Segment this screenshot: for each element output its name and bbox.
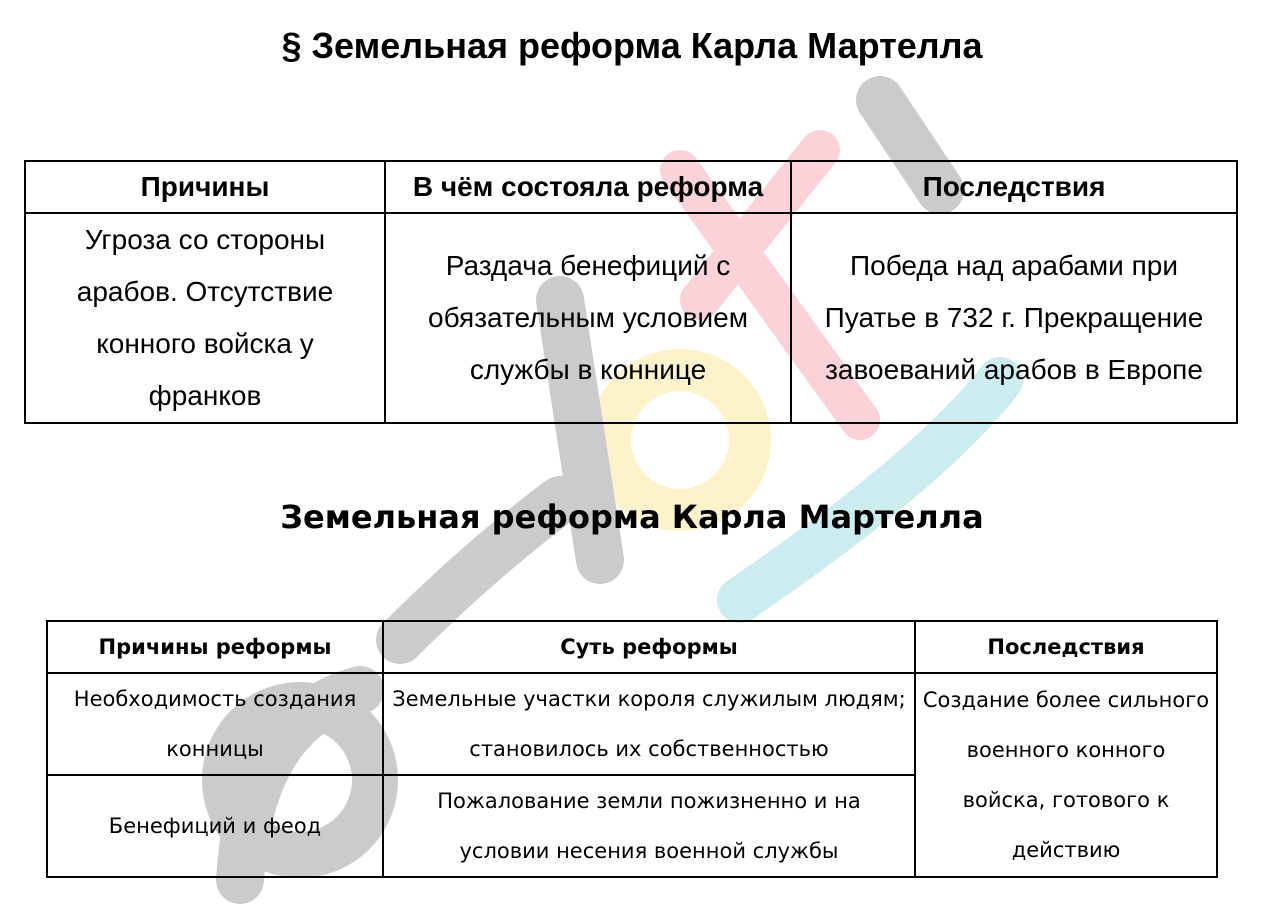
reform-table-2 [46,620,1218,878]
header-causes: Причины [25,161,385,213]
table-header-row [25,161,1237,213]
header-reform-substance: Суть реформы [383,621,915,673]
reform-table-1 [24,160,1238,424]
cell-reform-cause: Необходимость создания конницы [47,673,383,775]
cell-causes: Угроза со стороны арабов. Отсутствие конного войска у франков [25,213,385,423]
cell-reform-cause: Бенефиций и феод [47,775,383,877]
header-consequences: Последствия [915,621,1217,673]
header-reform-causes: Причины реформы [47,621,383,673]
heading-secondary: Земельная реформа Карла Мартелла [280,498,984,536]
cell-consequences: Победа над арабами при Пуатье в 732 г. Прекращение завоеваний арабов в Европе [791,213,1237,423]
heading-primary: § Земельная реформа Карла Мартелла [281,25,983,66]
table-row [25,213,1237,423]
cell-reform-substance: Земельные участки короля служилым людям; становилось их собственностью [383,673,915,775]
header-consequences: Последствия [791,161,1237,213]
cell-reform-substance: Пожалование земли пожизненно и на условии несения военной службы [383,775,915,877]
cell-reform-essence: Раздача бенефиций с обязательным условием службы в коннице [385,213,791,423]
table-header-row [47,621,1217,673]
table-row [47,673,1217,775]
header-reform-essence: В чём состояла реформа [385,161,791,213]
cell-consequences: Создание более сильного военного конного войска, готового к действию [915,673,1217,877]
